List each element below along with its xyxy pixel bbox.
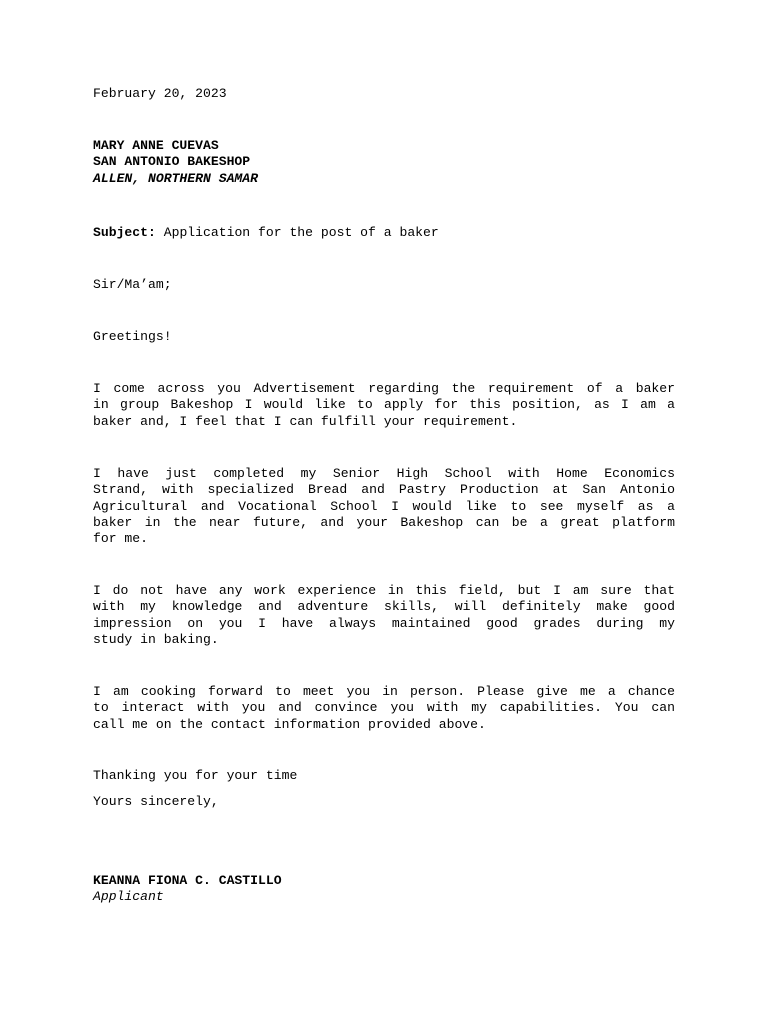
greeting (93, 329, 675, 345)
recipient-company: SAN ANTONIO BAKESHOP (93, 154, 251, 170)
closing-signoff (93, 794, 675, 810)
closing-thanks (93, 768, 675, 784)
recipient-location: ALLEN, NORTHERN SAMAR (93, 170, 259, 186)
paragraph-line: study in baking. (93, 631, 219, 647)
signature-name: KEANNA FIONA C. CASTILLO (93, 873, 282, 888)
body-paragraph-4 (93, 684, 675, 733)
subject-line (93, 225, 675, 241)
body-paragraph-3 (93, 583, 675, 648)
letter-date (93, 86, 675, 102)
greeting-text: Greetings! (93, 329, 172, 344)
paragraph-line: baker and, I feel that I can fulfill your requirement. (93, 413, 518, 429)
salutation (93, 277, 675, 293)
body-paragraph-2 (93, 466, 675, 547)
paragraph-line: in group Bakeshop I would like to apply for this position, as I am a (93, 397, 675, 413)
salutation-text: Sir/Ma’am; (93, 277, 172, 292)
paragraph-line: baker in the near future, and your Bakeshop can be a great platform (93, 514, 675, 530)
paragraph-line: call me on the contact information provided above. (93, 716, 486, 732)
signature-title: Applicant (93, 889, 164, 905)
signature-block (93, 873, 675, 906)
body-paragraph-1 (93, 381, 675, 430)
recipient-name: MARY ANNE CUEVAS (93, 138, 219, 153)
subject-label: Subject: (93, 225, 156, 240)
recipient-address (93, 138, 675, 187)
paragraph-line: I come across you Advertisement regarding the requirement of a baker (93, 381, 675, 396)
paragraph-line: I do not have any work experience in this field, but I am sure that (93, 583, 675, 598)
paragraph-line: I am cooking forward to meet you in person. Please give me a chance (93, 684, 675, 699)
thanks-text: Thanking you for your time (93, 768, 298, 783)
paragraph-line: Agricultural and Vocational School I would like to see myself as a (93, 498, 675, 514)
paragraph-line: to interact with you and convince you with my capabilities. You can (93, 700, 675, 716)
paragraph-line: with my knowledge and adventure skills, will definitely make good (93, 599, 675, 615)
paragraph-line: I have just completed my Senior High School with Home Economics (93, 466, 675, 481)
signoff-text: Yours sincerely, (93, 794, 219, 809)
paragraph-line: for me. (93, 531, 149, 547)
date-text: February 20, 2023 (93, 86, 227, 101)
paragraph-line: impression on you I have always maintained good grades during my (93, 615, 675, 631)
subject-text: Application for the post of a baker (155, 225, 439, 240)
paragraph-line: Strand, with specialized Bread and Pastry Production at San Antonio (93, 482, 675, 498)
